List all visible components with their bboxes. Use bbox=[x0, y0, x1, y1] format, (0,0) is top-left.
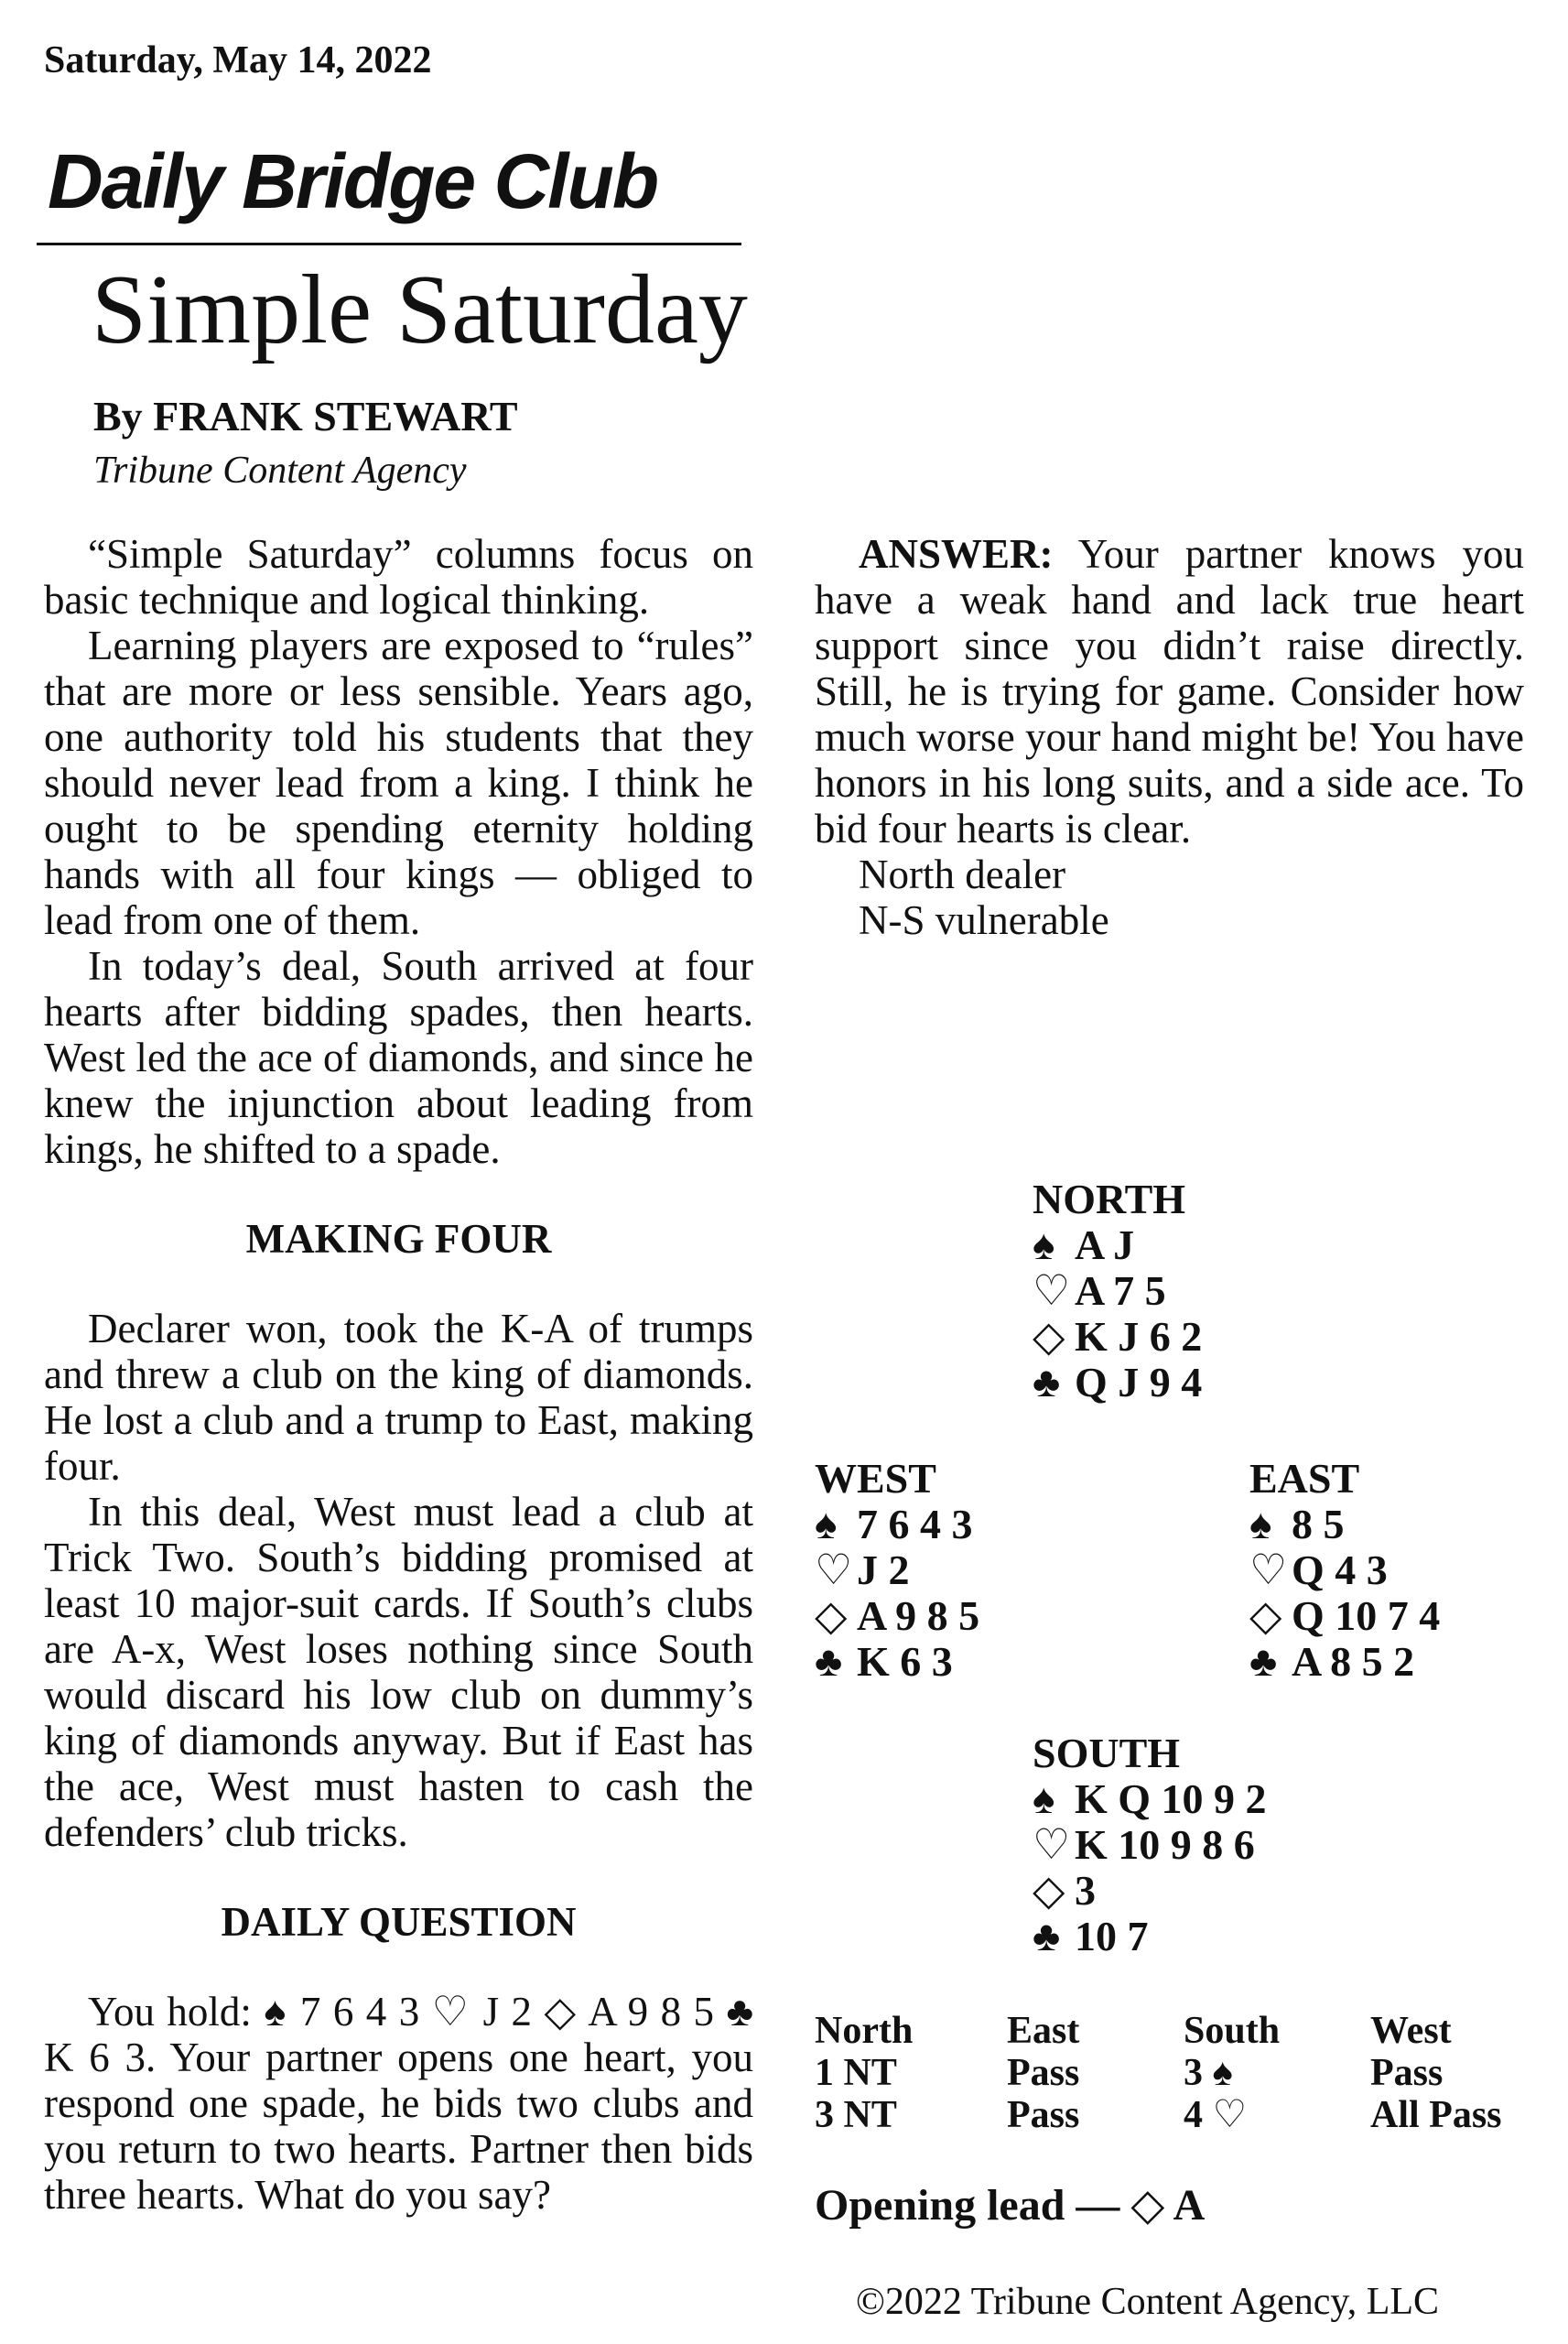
paragraph-7 bbox=[815, 531, 1524, 852]
bidding-cell: 3 NT bbox=[815, 2094, 897, 2136]
spade-icon: ♠ bbox=[1249, 1501, 1272, 1547]
bidding-cell: All Pass bbox=[1370, 2094, 1502, 2136]
bidding-cell: 4 ♡ bbox=[1184, 2094, 1248, 2136]
bidding-col-east bbox=[1007, 2010, 1079, 2136]
club-icon: ♣ bbox=[1033, 1913, 1061, 1959]
west-clubs: K 6 3 bbox=[857, 1638, 953, 1685]
article-column-left bbox=[44, 531, 753, 2218]
hand-west-name: WEST bbox=[815, 1455, 936, 1502]
spade-icon: ♠ bbox=[1033, 1221, 1055, 1268]
subhead-making-four: MAKING FOUR bbox=[245, 1216, 552, 1262]
east-clubs: A 8 5 2 bbox=[1292, 1638, 1415, 1685]
opening-lead: Opening lead — ◇ A bbox=[815, 2181, 1206, 2230]
paragraph-3: In today’s deal, South arrived at four hearts after bidding spades, then hearts. West led the ace of diamonds, and since he knew the injunction about leading from kings, he shifted to a spade. bbox=[44, 943, 753, 1172]
vulnerability-info: N-S vulnerable bbox=[859, 897, 1109, 943]
bidding-col-south bbox=[1184, 2010, 1280, 2136]
bidding-cell: Pass bbox=[1007, 2052, 1080, 2094]
west-diamonds: A 9 8 5 bbox=[857, 1592, 980, 1639]
bidding-cell: 1 NT bbox=[815, 2052, 897, 2094]
headline: Simple Saturday bbox=[92, 255, 748, 364]
dealer-info: North dealer bbox=[859, 852, 1066, 897]
hand-north bbox=[1033, 1177, 1202, 1405]
hand-east bbox=[1249, 1456, 1440, 1685]
heart-icon: ♡ bbox=[1033, 1821, 1071, 1868]
paragraph-6: You hold: ♠ 7 6 4 3 ♡ J 2 ◇ A 9 8 5 ♣ K 6 3. Your partner opens one heart, you respond one spade, he bids two clubs and you return to two hearts. Partner then bids three hearts. What do you say? bbox=[44, 1989, 753, 2218]
answer-label: ANSWER: bbox=[859, 531, 1054, 577]
heart-icon: ♡ bbox=[815, 1546, 853, 1593]
bidding-cell: 3 ♠ bbox=[1184, 2052, 1233, 2094]
bidding-col-north bbox=[815, 2010, 913, 2136]
bidding-cell: Pass bbox=[1007, 2094, 1080, 2136]
hand-north-name: NORTH bbox=[1033, 1176, 1186, 1222]
article-column-right bbox=[815, 531, 1524, 943]
paragraph-5: In this deal, West must lead a club at Trick Two. South’s bidding promised at least 10 major-suit cards. If South’s clubs are A-x, West loses nothing since South would discard his low club on dummy’s king of diamonds anyway. But if East has the ace, West must hasten to cash the defenders’ club tricks. bbox=[44, 1489, 753, 1855]
north-clubs: Q J 9 4 bbox=[1075, 1359, 1203, 1405]
bidding-header: South bbox=[1184, 2010, 1281, 2052]
diamond-icon: ◇ bbox=[815, 1592, 848, 1639]
diamond-icon: ◇ bbox=[1033, 1867, 1065, 1914]
paragraph-2: Learning players are exposed to “rules” that are more or less sensible. Years ago, one authority told his students that they should never lead from a king. I think he ought to be spending eternity holding hands with all four kings — obliged to lead from one of them. bbox=[44, 623, 753, 943]
hand-east-name: EAST bbox=[1249, 1455, 1360, 1502]
subhead-daily-question: DAILY QUESTION bbox=[221, 1899, 577, 1945]
east-hearts: Q 4 3 bbox=[1292, 1546, 1388, 1593]
column-name: Daily Bridge Club bbox=[48, 138, 658, 224]
south-spades: K Q 10 9 2 bbox=[1075, 1775, 1267, 1822]
header-divider bbox=[37, 243, 741, 245]
heart-icon: ♡ bbox=[1033, 1267, 1071, 1314]
south-diamonds: 3 bbox=[1075, 1867, 1096, 1914]
bidding-col-west bbox=[1370, 2010, 1502, 2136]
club-icon: ♣ bbox=[815, 1638, 843, 1685]
bidding-header: West bbox=[1370, 2010, 1452, 2052]
north-diamonds: K J 6 2 bbox=[1075, 1313, 1203, 1360]
bidding-header: North bbox=[815, 2010, 914, 2052]
west-hearts: J 2 bbox=[857, 1546, 910, 1593]
heart-icon: ♡ bbox=[1249, 1546, 1288, 1593]
spade-icon: ♠ bbox=[1033, 1775, 1055, 1822]
copyright: ©2022 Tribune Content Agency, LLC bbox=[856, 2281, 1440, 2323]
diamond-icon: ◇ bbox=[1249, 1592, 1282, 1639]
north-spades: A J bbox=[1075, 1221, 1135, 1268]
paragraph-1: “Simple Saturday” columns focus on basic technique and logical thinking. bbox=[44, 531, 753, 623]
answer-text: Your partner knows you have a weak hand and lack true heart support since you didn’t raise directly. Still, he is trying for game. Consider how much worse your hand might be! You have honors in his long suits, and a side ace. To bid four hearts is clear. bbox=[815, 531, 1524, 852]
hand-south bbox=[1033, 1731, 1267, 1959]
bidding-header: East bbox=[1007, 2010, 1080, 2052]
bidding-cell: Pass bbox=[1370, 2052, 1444, 2094]
hand-west bbox=[815, 1456, 979, 1685]
byline: By FRANK STEWART bbox=[93, 393, 518, 440]
west-spades: 7 6 4 3 bbox=[857, 1501, 973, 1547]
south-hearts: K 10 9 8 6 bbox=[1075, 1821, 1255, 1868]
south-clubs: 10 7 bbox=[1075, 1913, 1149, 1959]
club-icon: ♣ bbox=[1249, 1638, 1278, 1685]
club-icon: ♣ bbox=[1033, 1359, 1061, 1405]
hand-south-name: SOUTH bbox=[1033, 1730, 1181, 1776]
agency: Tribune Content Agency bbox=[93, 450, 467, 492]
paragraph-4: Declarer won, took the K-A of trumps and threw a club on the king of diamonds. He lost a club and a trump to East, making four. bbox=[44, 1306, 753, 1489]
spade-icon: ♠ bbox=[815, 1501, 838, 1547]
north-hearts: A 7 5 bbox=[1075, 1267, 1166, 1314]
east-spades: 8 5 bbox=[1292, 1501, 1345, 1547]
diamond-icon: ◇ bbox=[1033, 1313, 1065, 1360]
publication-date: Saturday, May 14, 2022 bbox=[44, 39, 432, 81]
east-diamonds: Q 10 7 4 bbox=[1292, 1592, 1441, 1639]
